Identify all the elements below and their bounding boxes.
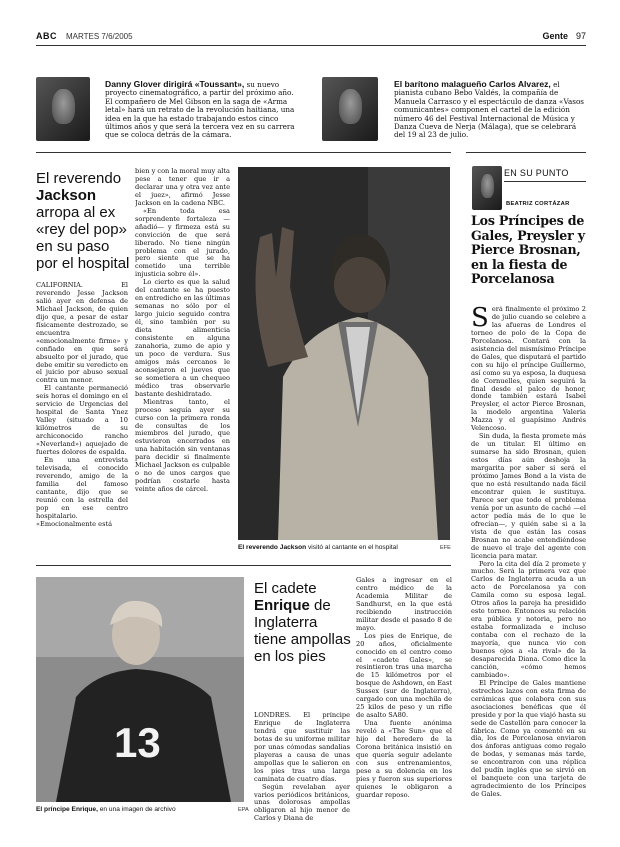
- sidebar-p1-text: erá finalmente el próximo 2 de julio cuando se celebre a las afueras de Londres el torneo de polo de la Copa de Porcelanosa. Contará con la asistencia del mismísimo Príncipe de Gales, que disputará el partido con su hijo el príncipe Guillermo, así como su ya esposa, la duquesa de Cornuelles, quien seguirá la final desde el palco de honor, donde también estará Isabel Preysler, el actor Pierce Brosnan, la modelo argentina Valeria Mazza y el guapísimo Andrés Velencoso.: [471, 306, 586, 433]
- brief-glover-headline: Danny Glover dirigirá «Toussant»,: [105, 79, 245, 89]
- jackson-col-2: [135, 168, 230, 554]
- jackson-headline-post: arropa al ex «rey del pop» en su paso por el hospital: [36, 204, 130, 272]
- enrique-figure: [36, 577, 244, 802]
- sidebar-title: Los Príncipes de Gales, Preysler y Pierce Brosnan, en la fiesta de Porcelanosa: [471, 213, 585, 287]
- enrique-headline-post: de Inglaterra tiene ampollas en los pies: [254, 597, 351, 665]
- enrique-caption-bold: El príncipe Enrique,: [36, 806, 98, 813]
- brief-alvarez-headline: El barítono malagueño Carlos Alvarez,: [394, 79, 551, 89]
- brief-alvarez: [394, 80, 586, 140]
- sidebar-p2: Sin duda, la fiesta promete más de un titular. El último en sumarse ha sido Brosnan, quien estos días aún deshoja la margarita por saber si será el próximo James Bond a la vista de que no está resultando nada fácil encontrar quien le sustituya. Parece ser que todo el problema venía por un asunto de caché —el actor pedía más de lo que le ofrecían—, y quién sabe si a la vista de que están las cosas Brosnan no acabe entendiéndose de nuevo el traje del agente con licencia para matar.: [471, 432, 586, 560]
- jackson-col2-p1: bien y con la moral muy alta pese a tener que ir a declarar una y otra vez ante el juez», afirmó Jesse Jackson en la cadena NBC.: [135, 168, 230, 207]
- jackson-caption-rest: visitó al cantante en el hospital: [306, 544, 398, 551]
- jackson-col1-p3: En una entrevista televisada, el conocido reverendo, amigo de la familia del famoso cantante, dijo que se reunió con la estrella del pop en ese centro hospitalario. «Emocionalmente está: [36, 455, 128, 528]
- jackson-col-1: [36, 282, 128, 554]
- dropcap: S: [471, 306, 489, 333]
- jackson-col1-p2: El cantante permaneció seis horas el domingo en el servicio de Urgencias del hospital de Santa Ynez Valley (situado a 10 kilómetros de su archiconocido rancho «Neverland») aquejado de fuertes dolores de espalda.: [36, 384, 128, 457]
- enrique-photo: [36, 577, 244, 802]
- sidebar-body: [471, 306, 586, 827]
- briefs-rule: [36, 152, 451, 153]
- alvarez-photo: [322, 77, 378, 141]
- jackson-caption: [238, 544, 398, 551]
- enrique-headline-pre: El cadete: [254, 580, 317, 597]
- brief-alvarez-body: el pianista cubano Bebo Valdés, la compañía de Manuela Carrasco y el espectáculo de danza «Vasos comunicantes» componen el cartel de la edición número 46 del Festival Internacional de Música y Danza Cueva de Nerja (Málaga), que se celebrará del 19 al 23 de julio.: [394, 80, 584, 140]
- enrique-col-2: [356, 577, 452, 822]
- glover-photo: [36, 77, 90, 141]
- jackson-col2-p4: Mientras tanto, el proceso seguía ayer su curso con la primera ronda de consultas de los miembros del jurado, que estuvieron encerrados en una habitación sin ventanas para decidir si finalmente Michael Jackson es culpable o no de unos cargos que podrían costarle hasta veinte años de cárcel.: [135, 397, 230, 494]
- enrique-headline-name: Enrique: [254, 597, 310, 614]
- jackson-col1-p1: CALIFORNIA. El reverendo Jesse Jackson salió ayer en defensa de Michael Jackson, de quien dijo que, a pesar de estar físicamente destrozado, se encuentra «emocionalmente firme» y confiado en que será absuelto por el jurado, que debe emitir su veredicto en el juicio por abuso sexual contra un menor.: [36, 282, 128, 385]
- enrique-col2-p2: Los pies de Enrique, de 20 años, oficialmente conocido en el centro como el «cadete Gales», se resintieron tras una marcha de 15 kilómetros por el bosque de Ashdown, en East Sussex (sur de Inglaterra), cargado con una mochila de 25 kilos de peso y un rifle de asalto SA80.: [356, 631, 452, 720]
- page-header: [36, 31, 586, 45]
- columnist-photo: [472, 166, 502, 210]
- jackson-caption-bold: El reverendo Jackson: [238, 544, 307, 551]
- enrique-headline: [254, 580, 352, 665]
- jackson-col2-p3: Lo cierto es que la salud del cantante se ha puesto en entredicho en las últimas semanas no sólo por el largo juicio seguido contra él, sino también por su dieta alimenticia consistente en alguna zanahoria, zumo de apio y un poco de verdura. Sus amigos más cercanos le aconsejaron el jueves que se sometiera a un chequeo médico tras observarle bastante deshidratado.: [135, 278, 230, 398]
- sidebar-label: EN SU PUNTO: [504, 168, 569, 178]
- jackson-photo-credit: EFE: [440, 545, 451, 551]
- enrique-caption-rest: en una imagen de archivo: [97, 806, 176, 813]
- section-name: Gente: [542, 31, 568, 41]
- sidebar-p3: Pero la cita del día 2 promete y mucho. Será la primera vez que Carlos de Inglaterra acuda a un acto de Porcelanosa ya con Camila como su esposa legal. Otros años la pareja ha presidido este torneo. Entonces su relación era pública y notoria, pero no estaba formalizada e incluso contaba con el rechazo de la mayoría, que nunca vio con buenos ojos a «la rival» de la desaparecida Diana. Como dice la canción, «cómo hemos cambiado».: [471, 559, 586, 679]
- enrique-col-1: [254, 712, 350, 822]
- jackson-headline: [36, 170, 131, 272]
- brief-glover: [105, 80, 301, 140]
- jackson-headline-pre: El reverendo: [36, 170, 122, 187]
- jackson-figure: [238, 167, 450, 540]
- jackson-headline-name: Jackson: [36, 187, 97, 204]
- sidebar-byline: BEATRIZ CORTÁZAR: [506, 201, 570, 207]
- sidebar-top-rule: [466, 152, 586, 153]
- issue-date: MARTES 7/6/2005: [66, 32, 133, 41]
- sidebar-p4: El Príncipe de Gales mantiene estrechos lazos con esta firma de cerámicas que colabora con sus asociaciones benéficas que él preside y por la que viajó hasta su sede de Castellón para conocer la fábrica. Como ya comenté en su día, los de Porcelanosa enviaron dos ánforas antiguas como regalo de bodas, y semanas más tarde, se encontraron con una réplica del pudín inglés que se sirvió en el banquete con una tarjeta de agradecimiento de los Príncipes de Gales.: [471, 678, 586, 799]
- jackson-photo: [238, 167, 450, 540]
- jersey-number: 13: [114, 719, 161, 766]
- story-divider: [36, 565, 451, 566]
- jackson-col2-p2: «En toda esa sorprendente fortaleza —añadió— y firmeza está su convicción de que será liberado. No tiene ningún problema con el jurado, pero siente que se ha cometido una terrible injusticia sobre él».: [135, 206, 230, 279]
- page-number: 97: [575, 31, 586, 41]
- enrique-col2-p3: Una fuente anónima reveló a «The Sun» que el hijo del heredero de la Corona británica insistió en que quería seguir adelante con sus entrenamientos, pese a su dolencia en los pies y fueron sus superiores quienes le obligaron a guardar reposo.: [356, 719, 452, 799]
- sidebar-label-rule: [504, 181, 586, 182]
- enrique-col2-p1: Gales a ingresar en el centro médico de la Academia Militar de Sandhurst, en la que está recibiendo instrucción militar desde el pasado 8 de mayo.: [356, 577, 452, 632]
- brief-glover-body: su nuevo proyecto cinematográfico, a partir del próximo año. El compañero de Mel Gibson en la saga de «Arma letal» hará un retrato de la revolución haitiana, una idea en la que ha estado trabajando estos cinco últimos años y que será la tercera vez en su carrera que se coloca detrás de la cámara.: [105, 80, 295, 140]
- masthead: ABC: [36, 31, 57, 41]
- sidebar-p1: [471, 306, 586, 433]
- enrique-col1-p2: Según revelaban ayer varios periódicos británicos, unas dolorosas ampollas obligaron al hijo menor de Carlos y Diana de: [254, 782, 350, 822]
- enrique-caption: [36, 806, 176, 813]
- header-rule: [36, 45, 586, 46]
- enrique-photo-credit: EPA: [238, 807, 249, 813]
- enrique-col1-p1: LONDRES. El príncipe Enrique de Inglaterra tendrá que sustituir las botas de su uniforme militar por unas cómodas sandalias playeras a causa de unas ampollas que le salieron en los pies tras una larga caminata de cuatro días.: [254, 712, 350, 783]
